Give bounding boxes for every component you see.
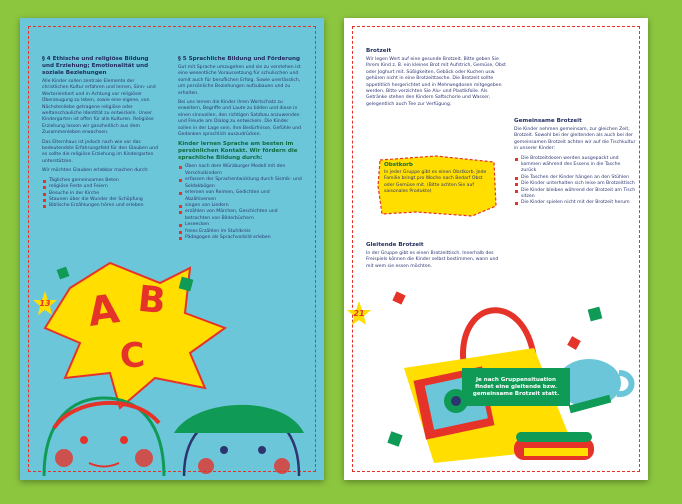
list-item: erzählen von Märchen, Geschichten und betrachten von Bilderbüchern [178,209,302,222]
list-item: Üben nach dem Würzburger Modell mit den Vorschulkindern [178,164,302,177]
letter-c: C [118,335,147,377]
list-item: Tägliches gemeinsames Beten [42,178,162,184]
section-4-list-intro: Wir möchten Glauben erlebbar machen durch: [42,168,149,174]
section-4-body-2: Das Elternhaus ist jedoch nach wie vor das bedeutendste Erfahrungsfeld für den Glauben und es sollte die religiöse Erziehung im Kindergarten unterstützen. [42,139,158,164]
list-item: religiöse Feste und Feiern [42,184,162,190]
list-item: Pädagogen als Sprachvorbild erleben [178,235,302,241]
section-5-heading: § 5 Sprachliche Bildung und Förderung [178,56,300,62]
gemeinsame-body: Die Kinder nehmen gemeinsam, zur gleichen Zeit, Brotzeit. Sowohl bei der gleitenden als auch bei der gemeinsamen Brotzeit achten wir auf die Tischkultur in unserer Kinder: [514,127,636,152]
section-4-body: Alle Kinder sollen zentrale Elemente der christlichen Kultur erfahren und lernen, Sinn- und Wertorientiert und in Achtung vor religiöser Überzeugung zu leben, sowie eine eigene, von Nächstenliebe getragene religiöse oder weltanschauliche Identität zu entwickeln. Unser Kindergarten ist offen für alle Kulturen. Religiöse Erziehung lassen wir ganzheitlich aus dem Zusammenleben erwachsen. [42,79,156,136]
section-5-body: Gut mit Sprache umzugehen und sie zu verstehen ist eine wesentliche Voraussetzung für schulischen und somit auch für beruflichen Erfolg. Sowie unerlässlich, um persönliche Beziehungen aufzubauen und zu erhalten. [178,65,301,96]
gleitende-column [366,242,506,273]
section-5-subheading: Kinder lernen Sprache am besten im persönlichen Kontakt. Wir fördern die sprachliche Bildung durch: [178,141,298,162]
right-page [344,18,648,480]
obstkorb-callout [376,154,500,218]
gleitende-heading: Gleitende Brotzeit [366,242,424,248]
obstkorb-body: In jeder Gruppe gibt es einen Obstkorb. Jede Familie bringt pro Woche nach Bedarf Obst oder Gemüse mit. (Bitte achten Sie auf saisonales Produkte) [384,170,487,194]
brotzeit-column [366,48,506,111]
letter-b: B [135,278,168,323]
section-4-list [42,178,162,210]
list-item: erlernen von Reimen, Gedichten und Abzählversen [178,190,302,203]
page-number: 13 [39,298,51,308]
list-item: Die Kinder spielen nicht mit der Brotzeit herum [514,200,636,206]
obstkorb-text [384,162,492,195]
section-4-column [42,56,162,213]
list-item: erfassen der Sprachentwicklung durch Sismik- und Seldakbögen [178,177,302,190]
section-5-list [178,164,302,241]
section-4-heading: § 4 Ethische und religiöse Bildung und Erziehung; Emotionalität und soziale Beziehungen [42,56,149,76]
list-item: Biblische Erzählungen hören und erleben [42,203,162,209]
page-number-badge [346,300,372,326]
brotzeit-heading: Brotzeit [366,48,392,54]
list-item: singen von Liedern [178,203,302,209]
list-item: Staunen über die Wunder der Schöpfung [42,197,162,203]
list-item: freies Erzählen im Stuhlkreis [178,229,302,235]
page-number: 21 [353,308,365,318]
gemeinsame-list [514,156,636,207]
obstkorb-heading: Obstkorb [384,162,413,168]
left-page [20,18,324,480]
gleitende-body: In der Gruppe gibt es einen Brotzeittisch. Innerhalb des Freispiels können die Kinder selbst bestimmen, wann und mit wem sie essen möchten. [366,251,499,269]
list-item: Besuche in der Kirche [42,191,162,197]
list-item: Die Kinder unterhalten sich leise am Brotzeittisch [514,181,636,187]
section-5-column [178,56,302,244]
gemeinsame-column [514,118,636,210]
gemeinsame-heading: Gemeinsame Brotzeit [514,118,582,124]
list-item: Die Brotzeitdosen werden ausgepackt und kommen während des Essens in die Tasche zurück [514,156,636,175]
letter-a: A [84,286,123,336]
children-faces-illustration [34,378,314,476]
list-item: Die Taschen der Kinder hängen an den Stühlen [514,175,636,181]
brotzeit-callout: Je nach Gruppensituation findet eine gleitende bzw. gemeinsame Brotzeit statt. [462,368,570,406]
brotzeit-body: Wir legen Wert auf eine gesunde Brotzeit. Bitte geben Sie Ihrem Kind z. B. ein kleines Brot mit Aufstrich, Gemüse, Obst oder Joghurt mit. Süßigkeiten, Gebäck oder Kuchen usw. gehören nicht in eine Brotzeittasche. Die Brotzeit sollte appetitlich hergerichtet und in Mehrwegdosen mitgegeben werden. Bitte verzichten Sie Alu- und Plastikfolie. Als Getränke stehen den Kindern Saftschorle und Wasser, gelegentlich auch Tee zur Verfügung. [366,57,506,107]
section-5-body-2: Bei uns lernen die Kinder ihren Wortschatz zu erweitern, Begriffe und Laute zu bilden und diese in einen sinnvollen, den richtigen Satzbau anzuwenden und Freude am Dialog zu entwickeln. Die Kinder sollen in der Lage sein, ihre Bedürfnisse, Gefühle und Gedanken sprachlich auszudrücken. [178,100,302,138]
list-item: Leseecken [178,222,302,228]
list-item: Die Kinder bleiben während der Brotzeit am Tisch sitzen [514,188,636,201]
